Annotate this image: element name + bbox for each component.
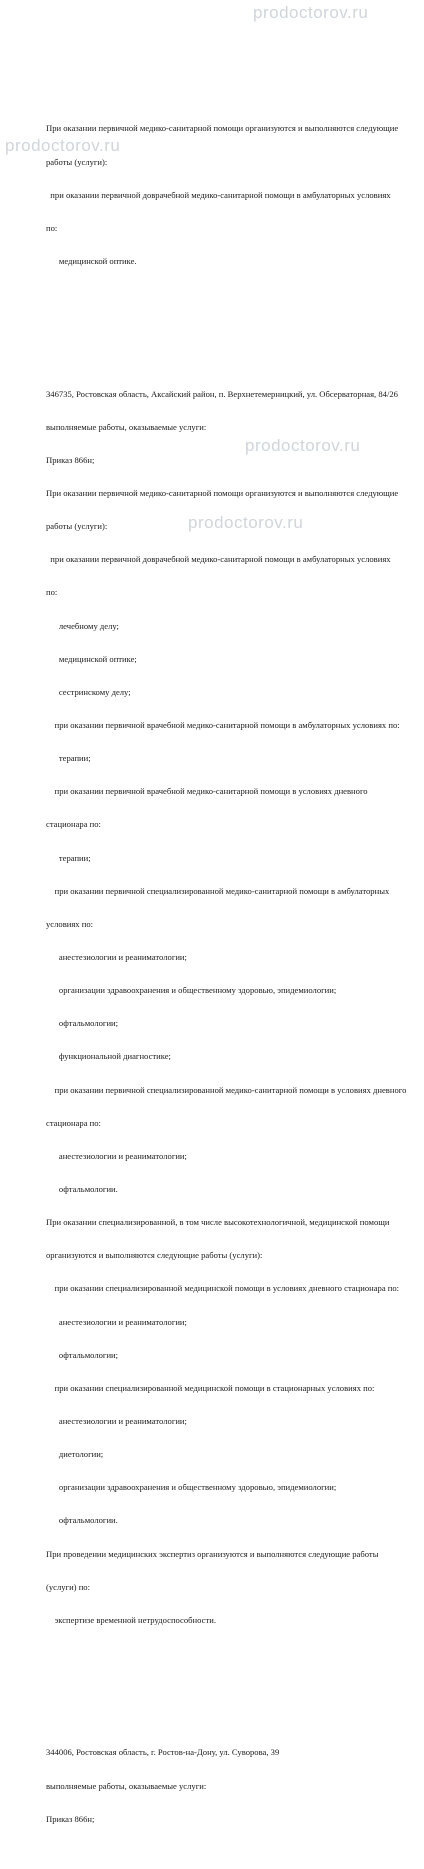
text-line: офтальмологии. [46, 1183, 118, 1194]
license-block-2 [46, 367, 422, 1648]
text-line: выполняемые работы, оказываемые услуги: [46, 421, 207, 432]
watermark-text: prodoctorov.ru [5, 136, 121, 155]
top-spacer [46, 22, 422, 33]
text-line: сестринскому делу; [46, 686, 131, 697]
text-line: медицинской оптике. [46, 256, 137, 267]
text-line: экспертизе временной нетрудоспособности. [46, 1614, 216, 1625]
text-line: при оказании первичной доврачебной медико-санитарной помощи в амбулаторных условиях [46, 554, 391, 565]
text-line: при оказании специализированной медицинской помощи в условиях дневного стационара по: [46, 1283, 400, 1294]
document-text [46, 0, 422, 1869]
text-line: терапии; [46, 753, 91, 764]
watermark-text: prodoctorov.ru [245, 436, 361, 455]
license-block-1 [46, 101, 422, 289]
text-line: по: [46, 222, 58, 233]
text-line: При оказании специализированной, в том числе высокотехнологичной, медицинской помощи [46, 1217, 390, 1228]
text-line: медицинской оптике; [46, 653, 137, 664]
text-line: при оказании первичной врачебной медико-санитарной помощи в амбулаторных условиях по: [46, 720, 400, 730]
text-line: стационара по: [46, 1117, 101, 1128]
text-line: При проведении медицинских экспертиз организуются и выполняются следующие работы [46, 1548, 379, 1559]
text-line: при оказании первичной специализированной медико-санитарной помощи в условиях дневного [46, 1084, 407, 1095]
text-line: работы (услуги): [46, 521, 108, 532]
text-line: при оказании первичной врачебной медико-санитарной помощи в условиях дневного [46, 786, 368, 797]
text-line: офтальмологии. [46, 1515, 118, 1526]
text-line: При оказании первичной медико-санитарной помощи организуются и выполняются следующие [46, 123, 399, 134]
license-block-3 [46, 1725, 422, 1847]
paragraph-gap [46, 322, 422, 333]
text-line: анестезиологии и реаниматологии; [46, 951, 187, 962]
text-line: по: [46, 587, 58, 598]
watermark-text: prodoctorov.ru [188, 513, 304, 532]
paragraph-gap [46, 1681, 422, 1692]
text-line: при оказании первичной специализированной медико-санитарной помощи в амбулаторных [46, 885, 390, 896]
text-line: (услуги) по: [46, 1581, 90, 1592]
text-line: стационара по: [46, 819, 101, 830]
order-line: Приказ 866н; [46, 454, 95, 465]
text-line: офтальмологии; [46, 1018, 119, 1029]
watermark-text: prodoctorov.ru [253, 3, 369, 22]
text-line: терапии; [46, 852, 91, 863]
text-line: офтальмологии; [46, 1349, 119, 1360]
text-line: анестезиологии и реаниматологии; [46, 1150, 187, 1161]
text-line: организации здравоохранения и общественному здоровью, эпидемиологии; [46, 1482, 337, 1493]
text-line: выполняемые работы, оказываемые услуги: [46, 1780, 207, 1791]
text-line: анестезиологии и реаниматологии; [46, 1316, 187, 1327]
address-line: 344006, Ростовская область, г. Ростов-на-Дону, ул. Суворова, 39 [46, 1747, 280, 1758]
text-line: диетологии; [46, 1449, 104, 1460]
text-line: При оказании первичной медико-санитарной помощи организуются и выполняются следующие [46, 488, 399, 499]
address-line: 346735, Ростовская область, Аксайский район, п. Верхнетемерницкий, ул. Обсерваторная, 84/26 [46, 388, 398, 399]
top-spacer-extra [46, 55, 422, 68]
text-line: условиях по: [46, 918, 94, 929]
order-line: Приказ 866н; [46, 1813, 95, 1824]
text-line: организуются и выполняются следующие работы (услуги): [46, 1250, 263, 1261]
text-line: анестезиологии и реаниматологии; [46, 1415, 187, 1426]
text-line: организации здравоохранения и общественному здоровью, эпидемиологии; [46, 985, 337, 996]
text-line: работы (услуги): [46, 156, 108, 167]
text-line: лечебному делу; [46, 620, 119, 631]
text-line: при оказании специализированной медицинской помощи в стационарных условиях по: [46, 1382, 375, 1393]
text-line: при оказании первичной доврачебной медико-санитарной помощи в амбулаторных условиях [46, 189, 391, 200]
text-line: функциональной диагностике; [46, 1051, 171, 1062]
